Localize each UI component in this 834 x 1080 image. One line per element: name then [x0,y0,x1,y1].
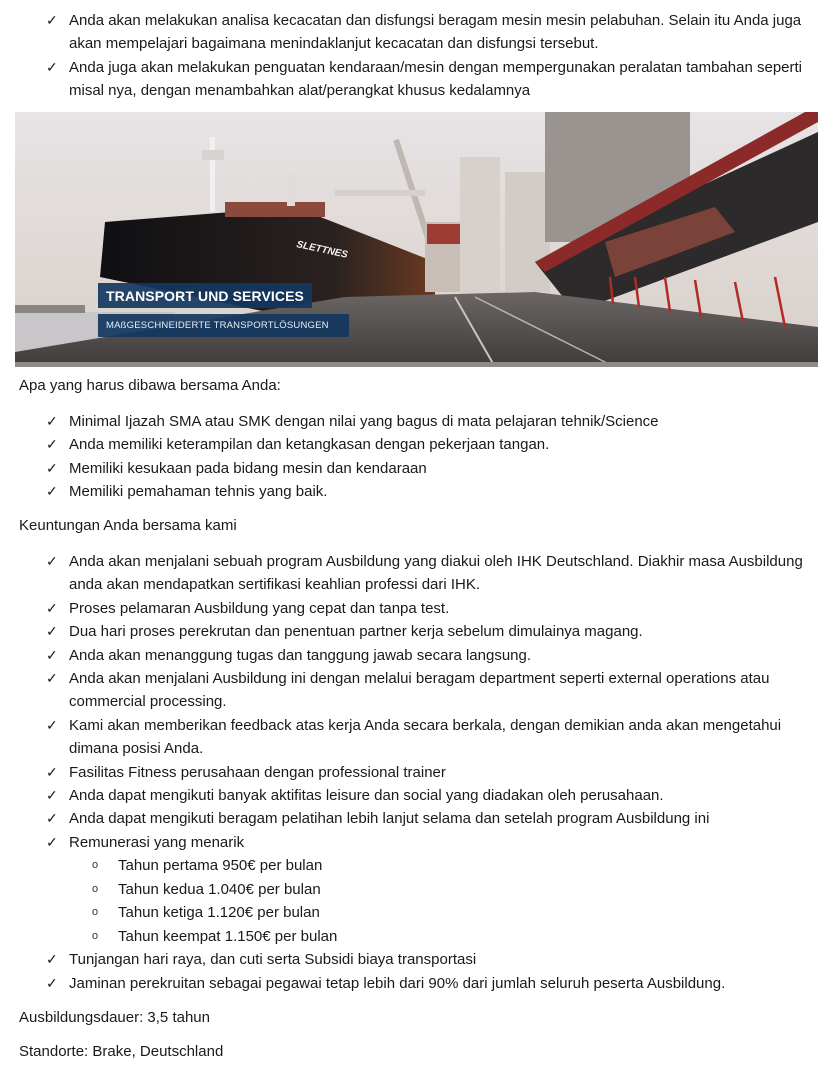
check-icon: ✓ [46,974,58,991]
check-icon: ✓ [46,599,58,616]
list-item: ✓ Anda akan melakukan analisa kecacatan dan disfungsi beragam mesin mesin pelabuhan. Selain itu Anda juga akan mempelajari bagaimana menindaklanjut kecacatan dan disfungsi tersebut. [0,9,834,56]
check-icon: ✓ [46,459,58,476]
check-icon: ✓ [46,646,58,663]
check-icon: ✓ [46,623,58,640]
ship-name-text: SLETTNES [295,239,349,261]
list-item: ✓ Minimal Ijazah SMA atau SMK dengan nilai yang bagus di mata pelajaran tehnik/Science [0,410,834,433]
list-item: ✓ Kami akan memberikan feedback atas kerja Anda secara berkala, dengan demikian anda akan mengetahui dimana posisi Anda. [0,714,834,761]
check-icon: ✓ [46,951,58,968]
salary-item: o Tahun pertama 950€ per bulan [0,854,820,878]
list-item: ✓ Anda akan menanggung tugas dan tanggung jawab secara langsung. [0,644,834,667]
check-icon: ✓ [46,413,58,429]
check-icon: ✓ [46,553,58,569]
list-item: ✓ Proses pelamaran Ausbildung yang cepat dan tanpa test. [0,597,834,620]
salary-item: o Tahun keempat 1.150€ per bulan [0,925,820,949]
banner-subtitle: MAßGESCHNEIDERTE TRANSPORTLÖSUNGEN [98,314,349,337]
list-item: ✓ Dua hari proses perekrutan dan penentuan partner kerja sebelum dimulainya magang. [0,620,834,643]
list-item: ✓ Tunjangan hari raya, dan cuti serta Subsidi biaya transportasi [0,948,834,971]
list-item: ✓ Anda dapat mengikuti banyak aktifitas leisure dan social yang diadakan oleh perusahaan. [0,784,834,807]
banner-title: TRANSPORT UND SERVICES [98,283,312,308]
intro-list [0,9,834,103]
benefits-list [0,550,834,995]
check-icon: ✓ [46,787,58,804]
check-icon: ✓ [46,58,58,75]
circle-bullet-icon: o [92,882,99,895]
list-item: ✓ Memiliki pemahaman tehnis yang baik. [0,480,834,503]
location-text: Standorte: Brake, Deutschland [19,1043,224,1060]
check-icon: ✓ [46,833,58,850]
list-item: ✓ Remunerasi yang menarik o Tahun pertama 950€ per bulan o Tahun kedua 1.040€ per bulan o Tahun ketiga 1.120€ per bulan o Tahun keempat 1.150€ per bulan [0,831,834,948]
list-item: ✓ Anda juga akan melakukan penguatan kendaraan/mesin dengan mempergunakan peralatan tambahan seperti misal nya, dengan menambahkan alat/perangkat khusus kedalamnya [0,56,834,103]
requirements-heading: Apa yang harus dibawa bersama Anda: [19,377,281,394]
circle-bullet-icon: o [92,859,99,872]
check-icon: ✓ [46,810,58,827]
list-item: ✓ Jaminan perekruitan sebagai pegawai tetap lebih dari 90% dari jumlah seluruh peserta Ausbildung. [0,972,834,995]
circle-bullet-icon: o [92,929,99,942]
benefits-heading: Keuntungan Anda bersama kami [19,517,237,534]
list-item: ✓ Anda memiliki keterampilan dan ketangkasan dengan pekerjaan tangan. [0,433,834,456]
check-icon: ✓ [46,483,58,500]
salary-list [0,854,820,948]
list-item: ✓ Fasilitas Fitness perusahaan dengan professional trainer [0,761,834,784]
list-item: ✓ Anda dapat mengikuti beragam pelatihan lebih lanjut selama dan setelah program Ausbildung ini [0,807,834,830]
hero-image [15,112,818,367]
salary-item: o Tahun ketiga 1.120€ per bulan [0,901,820,925]
check-icon: ✓ [46,763,58,780]
list-item: ✓ Memiliki kesukaan pada bidang mesin dan kendaraan [0,457,834,480]
requirements-list [0,410,834,504]
check-icon: ✓ [46,670,58,687]
duration-text: Ausbildungsdauer: 3,5 tahun [19,1009,210,1026]
list-item: ✓ Anda akan menjalani sebuah program Ausbildung yang diakui oleh IHK Deutschland. Diakhir masa Ausbildung anda akan mendapatkan sertifikasi keahlian professi dari IHK. [0,550,834,597]
check-icon: ✓ [46,716,58,733]
circle-bullet-icon: o [92,906,99,919]
check-icon: ✓ [46,12,58,28]
list-item: ✓ Anda akan menjalani Ausbildung ini dengan melalui beragam department seperti external operations atau commercial processing. [0,667,834,714]
check-icon: ✓ [46,436,58,453]
salary-item: o Tahun kedua 1.040€ per bulan [0,878,820,902]
